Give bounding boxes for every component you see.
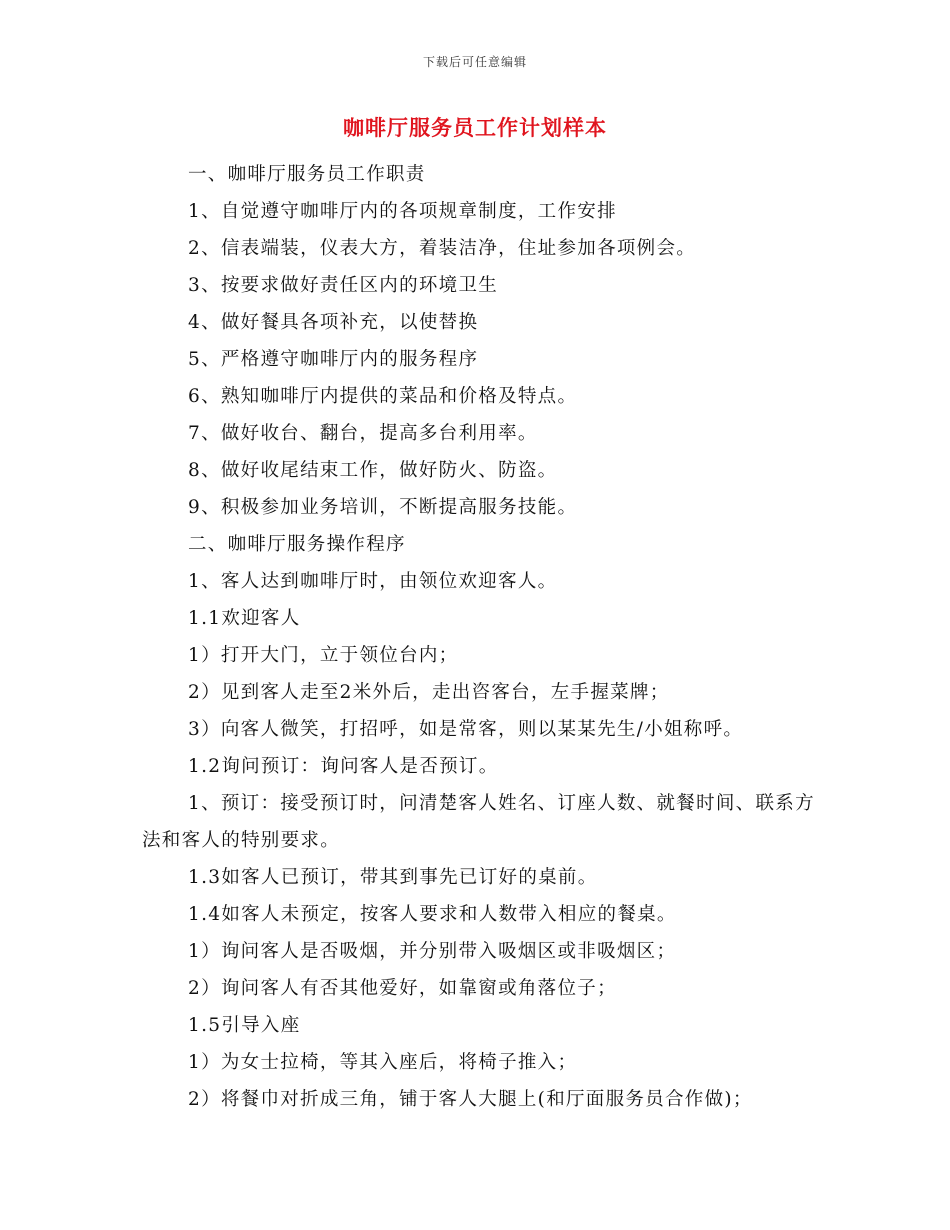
subsection-1-1: 1.1欢迎客人 [188,608,301,629]
list-item: 2）见到客人走至2米外后，走出咨客台，左手握菜牌； [188,682,670,703]
list-item: 1）打开大门，立于领位台内； [188,645,459,666]
duty-item-9: 9、积极参加业务培训，不断提高服务技能。 [188,497,578,518]
duty-item-1: 1、自觉遵守咖啡厅内的各项规章制度，工作安排 [188,201,617,222]
section-heading-duties: 一、咖啡厅服务员工作职责 [188,164,426,185]
document-body [142,156,822,1118]
document-title: 咖啡厅服务员工作计划样本 [343,115,607,140]
list-item: 3）向客人微笑，打招呼，如是常客，则以某某先生/小姐称呼。 [188,719,744,740]
list-item: 1）询问客人是否吸烟，并分别带入吸烟区或非吸烟区； [188,941,677,962]
subsection-1-2: 1.2询问预订：询问客人是否预订。 [188,756,499,777]
duty-item-7: 7、做好收台、翻台，提高多台利用率。 [188,423,538,444]
page-header-note: 下载后可任意编辑 [422,55,527,69]
subsection-1-3: 1.3如客人已预订，带其到事先已订好的桌前。 [188,867,598,888]
duty-item-2: 2、信表端装，仪表大方，着装洁净，住址参加各项例会。 [188,238,697,259]
subsection-1-5: 1.5引导入座 [188,1015,301,1036]
duty-item-6: 6、熟知咖啡厅内提供的菜品和价格及特点。 [188,386,578,407]
section-heading-procedure: 二、咖啡厅服务操作程序 [188,534,406,555]
duty-item-5: 5、严格遵守咖啡厅内的服务程序 [188,349,479,370]
list-item: 1）为女士拉椅，等其入座后，将椅子推入； [188,1052,578,1073]
duty-item-3: 3、按要求做好责任区内的环境卫生 [188,275,499,296]
duty-item-4: 4、做好餐具各项补充，以使替换 [188,312,479,333]
subsection-1-4: 1.4如客人未预定，按客人要求和人数带入相应的餐桌。 [188,904,677,925]
reservation-paragraph: 1、预订：接受预订时，问清楚客人姓名、订座人数、就餐时间、联系方法和客人的特别要求。 [142,793,815,851]
list-item: 2）将餐巾对折成三角，铺于客人大腿上(和厅面服务员合作做)； [188,1089,753,1110]
duty-item-8: 8、做好收尾结束工作，做好防火、防盗。 [188,460,558,481]
procedure-step-1: 1、客人达到咖啡厅时，由领位欢迎客人。 [188,571,558,592]
list-item: 2）询问客人有否其他爱好，如靠窗或角落位子； [188,978,617,999]
